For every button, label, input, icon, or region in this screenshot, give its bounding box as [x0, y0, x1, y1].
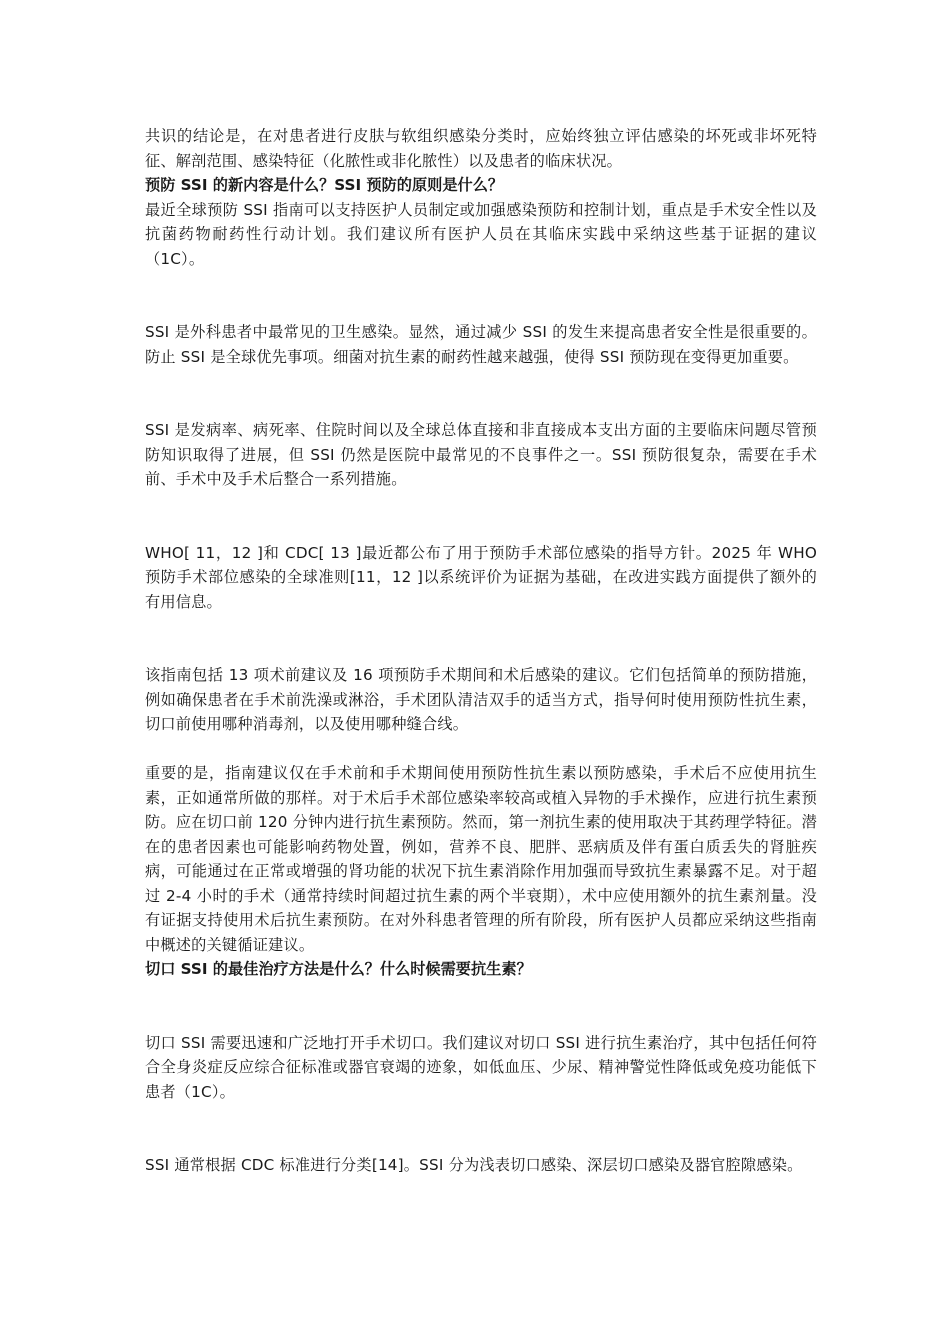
- paragraph-ssi-clinical-problem: SSI 是发病率、病死率、住院时间以及全球总体直接和非直接成本支出方面的主要临床问题尽管预防知识取得了进展，但 SSI 仍然是医院中最常见的不良事件之一。SSI 预防很复杂，需要在手术前、手术中及手术后整合一系列措施。: [145, 421, 817, 488]
- heading-incisional-ssi-treatment: 切口 SSI 的最佳治疗方法是什么？什么时候需要抗生素？: [145, 960, 532, 978]
- paragraph-ssi-classification: SSI 通常根据 CDC 标准进行分类[14]。SSI 分为浅表切口感染、深层切口感染及器官腔隙感染。: [145, 1156, 803, 1174]
- paragraph-guideline-recommendations: 该指南包括 13 项术前建议及 16 项预防手术期间和术后感染的建议。它们包括简单的预防措施，例如确保患者在手术前洗澡或淋浴，手术团队清洁双手的适当方式，指导何时使用预防性抗生素，切口前使用哪种消毒剂，以及使用哪种缝合线。: [145, 666, 817, 733]
- heading-ssi-prevention-principles: 预防 SSI 的新内容是什么？SSI 预防的原则是什么？: [145, 176, 504, 194]
- paragraph-who-cdc-guidelines: WHO[ 11，12 ]和 CDC[ 13 ]最近都公布了用于预防手术部位感染的指导方针。2025 年 WHO 预防手术部位感染的全球准则[11，12 ]以系统评价为证据为基础，在改进实践方面提供了额外的有用信息。: [145, 543, 817, 611]
- paragraph-ssi-common-infection: SSI 是外科患者中最常见的卫生感染。显然，通过减少 SSI 的发生来提高患者安全性是很重要的。防止 SSI 是全球优先事项。细菌对抗生素的耐药性越来越强，使得 SSI 预防现在变得更加重要。: [145, 323, 817, 366]
- paragraph-consensus-conclusion: 共识的结论是，在对患者进行皮肤与软组织感染分类时，应始终独立评估感染的坏死或非坏死特征、解剖范围、感染特征（化脓性或非化脓性）以及患者的临床状况。: [145, 127, 817, 170]
- paragraph-global-guidelines: 最近全球预防 SSI 指南可以支持医护人员制定或加强感染预防和控制计划，重点是手术安全性以及抗菌药物耐药性行动计划。我们建议所有医护人员在其临床实践中采纳这些基于证据的建议（1C）。: [145, 200, 817, 268]
- paragraph-antibiotic-prophylaxis: 重要的是，指南建议仅在手术前和手术期间使用预防性抗生素以预防感染，手术后不应使用抗生素，正如通常所做的那样。对于术后手术部位感染率较高或植入异物的手术操作，应进行抗生素预防。应在切口前 120 分钟内进行抗生素预防。然而，第一剂抗生素的使用取决于其药理学特征。潜在的患者因素也可能影响药物处置，例如，营养不良、肥胖、恶病质及伴有蛋白质丢失的肾脏疾病，可能通过在正常或增强的肾功能的状况下抗生素消除作用加强而导致抗生素暴露不足。对于超过 2-4 小时的手术（通常持续时间超过抗生素的两个半衰期），术中应使用额外的抗生素剂量。没有证据支持使用术后抗生素预防。在对外科患者管理的所有阶段，所有医护人员都应采纳这些指南中概述的关键循证建议。: [145, 764, 817, 954]
- document-body: [145, 124, 817, 1178]
- paragraph-incisional-ssi-management: 切口 SSI 需要迅速和广泛地打开手术切口。我们建议对切口 SSI 进行抗生素治疗，其中包括任何符合全身炎症反应综合征标准或器官衰竭的迹象，如低血压、少尿、精神警觉性降低或免疫功能低下患者（1C）。: [145, 1033, 817, 1101]
